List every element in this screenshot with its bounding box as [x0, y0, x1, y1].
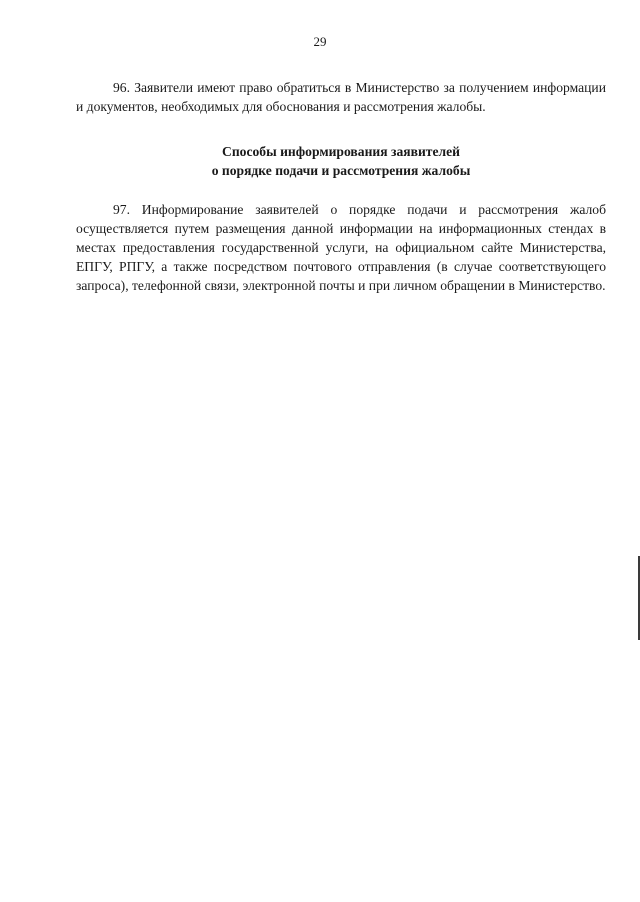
section-heading-line-1: Способы информирования заявителей: [222, 144, 460, 159]
page-number: 29: [313, 34, 327, 49]
document-body: [76, 78, 606, 295]
paragraph-96: 96. Заявители имеют право обратиться в Министерство за получением информации и документов, необходимых для обоснования и рассмотрения жалобы.: [76, 80, 606, 114]
section-heading: [76, 142, 606, 180]
section-heading-line-2: о порядке подачи и рассмотрения жалобы: [211, 163, 471, 178]
paragraph-97: 97. Информирование заявителей о порядке подачи и рассмотрения жалоб осуществляется путем размещения данной информации на информационных стендах в местах предоставления государственной услуги, на официальном сайте Министерства, ЕПГУ, РПГУ, а также посредством почтового отправления (в случае соответствующего запроса), телефонной связи, электронной почты и при личном обращении в Министерство.: [76, 202, 606, 293]
